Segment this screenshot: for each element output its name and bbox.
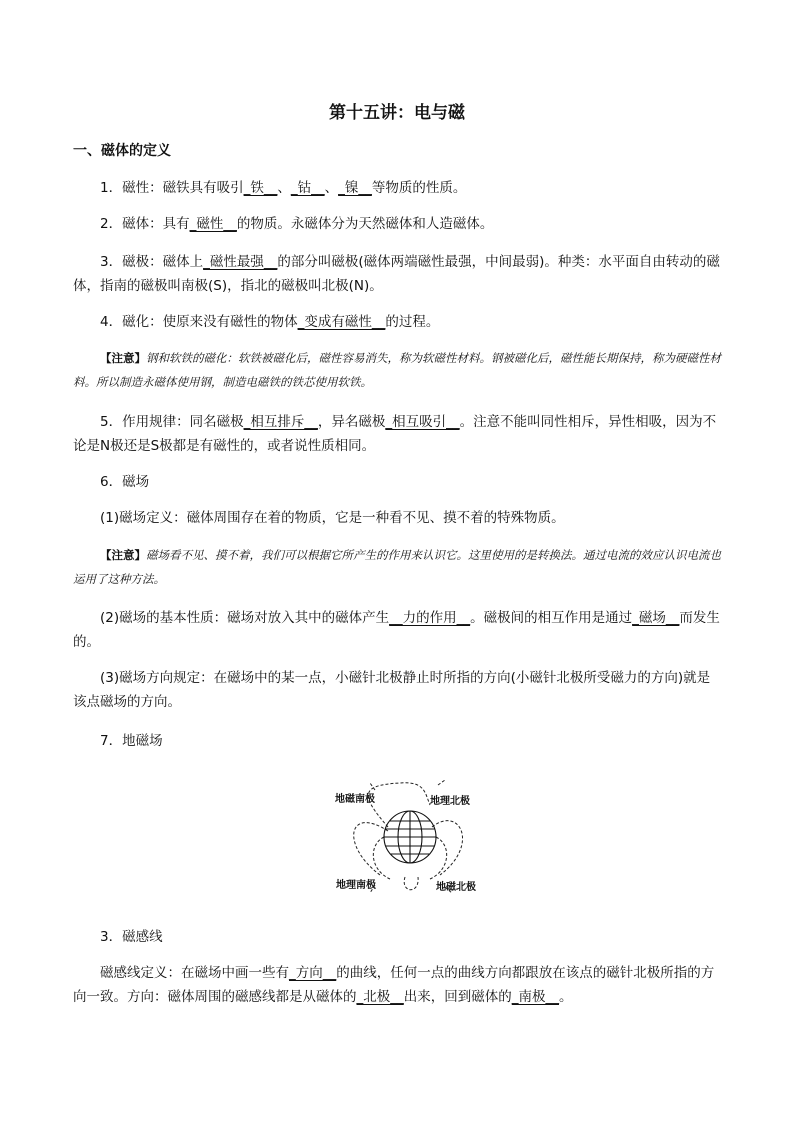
answer-blank: _钴__: [290, 180, 325, 196]
paragraph-magnetization: [73, 310, 723, 334]
text: 5．作用规律：同名磁极: [100, 414, 244, 430]
answer-blank: _相互吸引__: [385, 414, 460, 430]
section-heading: 一、磁体的定义: [73, 143, 171, 159]
text: 、: [324, 180, 339, 196]
text: 而发生的。: [73, 610, 720, 650]
text: 的部分叫磁极(磁体两端磁性最强，中间最弱)。种类：水平面自由转动的磁体，指南的磁极叫南极(S)，指北的磁极叫北极(N)。: [73, 254, 720, 294]
answer-blank: _相互排斥__: [243, 414, 318, 430]
answer-blank: _变成有磁性__: [297, 314, 386, 330]
answer-blank: _磁性最强__: [203, 254, 278, 270]
answer-blank: _磁性__: [189, 216, 237, 232]
paragraph-magnetic-pole: [73, 250, 723, 298]
answer-blank: _北极__: [356, 989, 404, 1005]
note-label: 【注意】: [100, 548, 146, 562]
paragraph-magnet: [73, 212, 723, 236]
note-box: [73, 543, 723, 591]
text: 出来，回到磁体的: [403, 989, 512, 1005]
paragraph-heading-field: 6．磁场: [100, 474, 150, 490]
text: 等物质的性质。: [371, 180, 467, 196]
paragraph-field-direction: (3)磁场方向规定：在磁场中的某一点，小磁针北极静止时所指的方向(小磁针北极所受磁力的方向)就是该点磁场的方向。: [73, 670, 711, 710]
label-geomagnetic-north: 地磁北极: [436, 882, 476, 893]
text: 、: [277, 180, 291, 196]
label-geomagnetic-south: 地磁南极: [335, 794, 375, 805]
label-geographic-south: 地理南极: [336, 880, 376, 891]
paragraph-field-definition: (1)磁场定义：磁体周围存在着的物质，它是一种看不见、摸不着的特殊物质。: [100, 510, 565, 526]
text: 1．磁性：磁铁具有吸引: [100, 180, 244, 196]
text: 的曲线，任何一点的曲线方向都跟放在该点的磁针北极所指的方向一致。方向：磁体周围的磁感线都是从磁体的: [73, 965, 715, 1005]
note-text: 磁场看不见、摸不着，我们可以根据它所产生的作用来认识它。这里使用的是转换法。通过电流的效应认识电流也运用了这种方法。: [73, 548, 721, 586]
text: 4．磁化：使原来没有磁性的物体: [100, 314, 298, 330]
note-box: [73, 346, 723, 394]
text: 。磁极间的相互作用是通过: [470, 610, 633, 626]
text: 3．磁极：磁体上: [100, 254, 204, 270]
text: 。注意不能叫同性相斥，异性相吸，因为不论是N极还是S极都是有磁性的，或者说性质相同。: [73, 414, 717, 454]
paragraph-heading-geomagnetic: 7．地磁场: [100, 733, 163, 749]
text: ，异名磁极: [317, 414, 386, 430]
paragraph-field-lines-definition: [73, 961, 723, 1009]
text: 磁感线定义：在磁场中画一些有: [100, 965, 289, 981]
answer-blank: _镍__: [338, 180, 372, 196]
answer-blank: _铁__: [243, 180, 278, 196]
answer-blank: _南极__: [511, 989, 559, 1005]
page-title: 第十五讲：电与磁: [329, 103, 465, 123]
text: 2．磁体：具有: [100, 216, 190, 232]
answer-blank: _方向__: [289, 965, 337, 981]
paragraph-heading-field-lines: 3．磁感线: [100, 929, 163, 945]
note-label: 【注意】: [100, 351, 146, 365]
text: 。: [559, 989, 573, 1005]
text: 的物质。永磁体分为天然磁体和人造磁体。: [236, 216, 494, 232]
answer-blank: _磁场__: [632, 610, 680, 626]
paragraph-interaction-rule: [73, 410, 723, 458]
answer-blank: __力的作用__: [389, 610, 471, 626]
text: (2)磁场的基本性质：磁场对放入其中的磁体产生: [100, 610, 390, 626]
label-geographic-north: 地理北极: [430, 796, 470, 807]
note-text: 钢和软铁的磁化：软铁被磁化后，磁性容易消失，称为软磁性材料。钢被磁化后，磁性能长期保持，称为硬磁性材料。所以制造永磁体使用钢，制造电磁铁的铁芯使用软铁。: [73, 351, 721, 389]
text: 的过程。: [385, 314, 440, 330]
paragraph-field-property: [73, 606, 723, 654]
paragraph-magnetism: [73, 176, 723, 200]
